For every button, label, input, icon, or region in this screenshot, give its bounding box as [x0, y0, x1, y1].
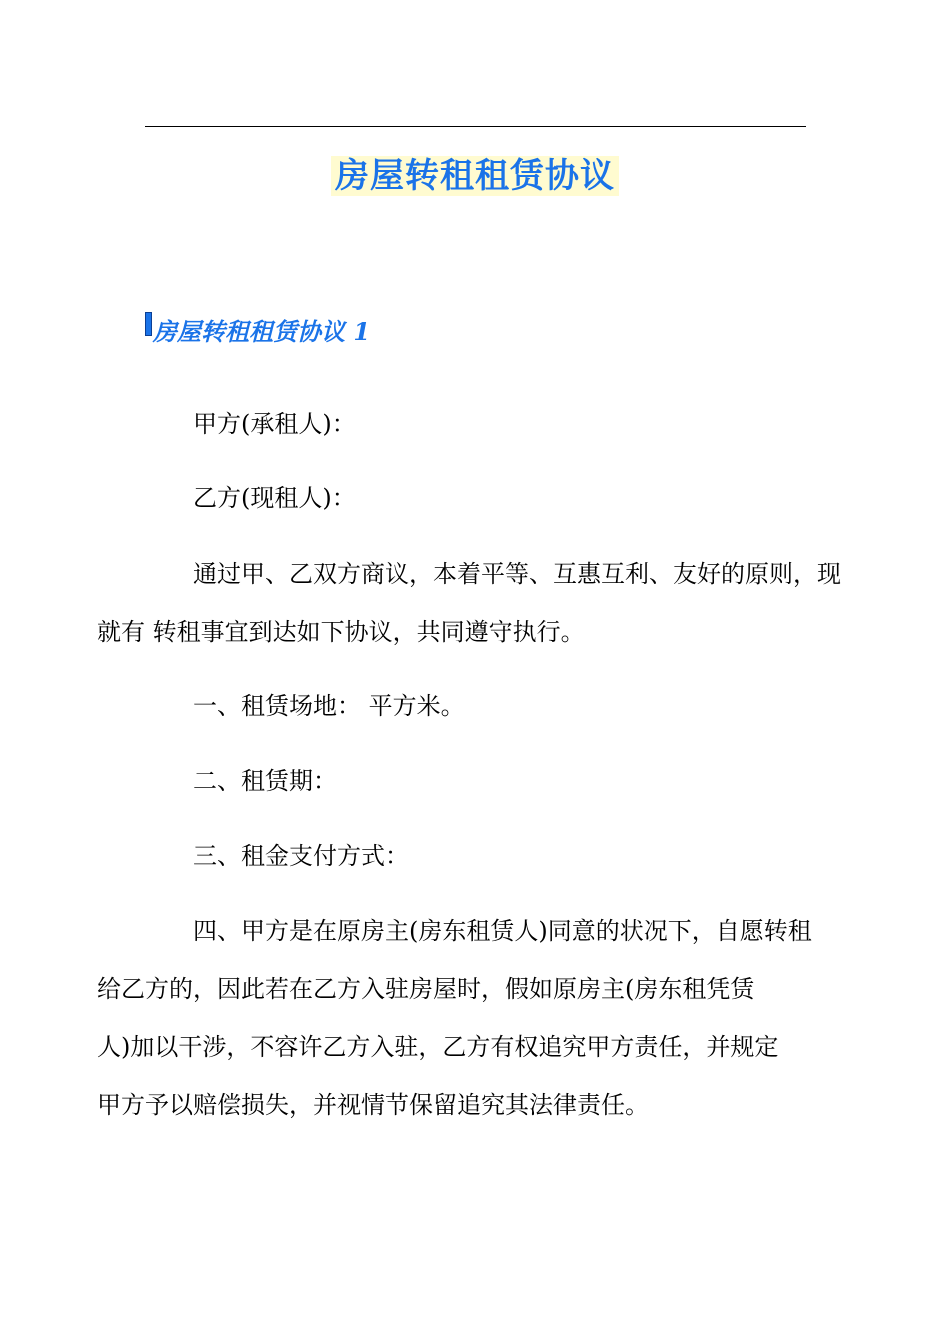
clause-4-line-4: 甲方予以赔偿损失，并视情节保留追究其法律责任。 [97, 1091, 649, 1119]
section-heading-text: 房屋转租租赁协议 1 [153, 317, 371, 346]
document-title [0, 150, 950, 202]
clause-4-line-3: 人)加以干涉，不容许乙方入驻，乙方有权追究甲方责任，并规定 [97, 1033, 779, 1061]
clause-3: 三、租金支付方式： [193, 842, 409, 870]
section-heading [145, 312, 370, 352]
document-title-text: 房屋转租租赁协议 [331, 156, 619, 196]
intro-paragraph [97, 545, 841, 661]
clause-1: 一、租赁场地： 平方米。 [193, 692, 465, 720]
intro-line-2: 就有 转租事宜到达如下协议，共同遵守执行。 [97, 618, 585, 646]
clause-4-line-1: 四、甲方是在原房主(房东租赁人)同意的状况下，自愿转租 [193, 917, 812, 945]
clause-4-line-2: 给乙方的，因此若在乙方入驻房屋时，假如原房主(房东租凭赁 [97, 975, 755, 1003]
intro-line-1: 通过甲、乙双方商议，本着平等、互惠互利、友好的原则，现 [193, 560, 841, 588]
party-a-line: 甲方(承租人)： [193, 410, 356, 438]
header-rule [145, 126, 806, 127]
clause-4 [97, 902, 812, 1134]
clause-2: 二、租赁期： [193, 767, 337, 795]
party-b-line: 乙方(现租人)： [193, 484, 356, 512]
